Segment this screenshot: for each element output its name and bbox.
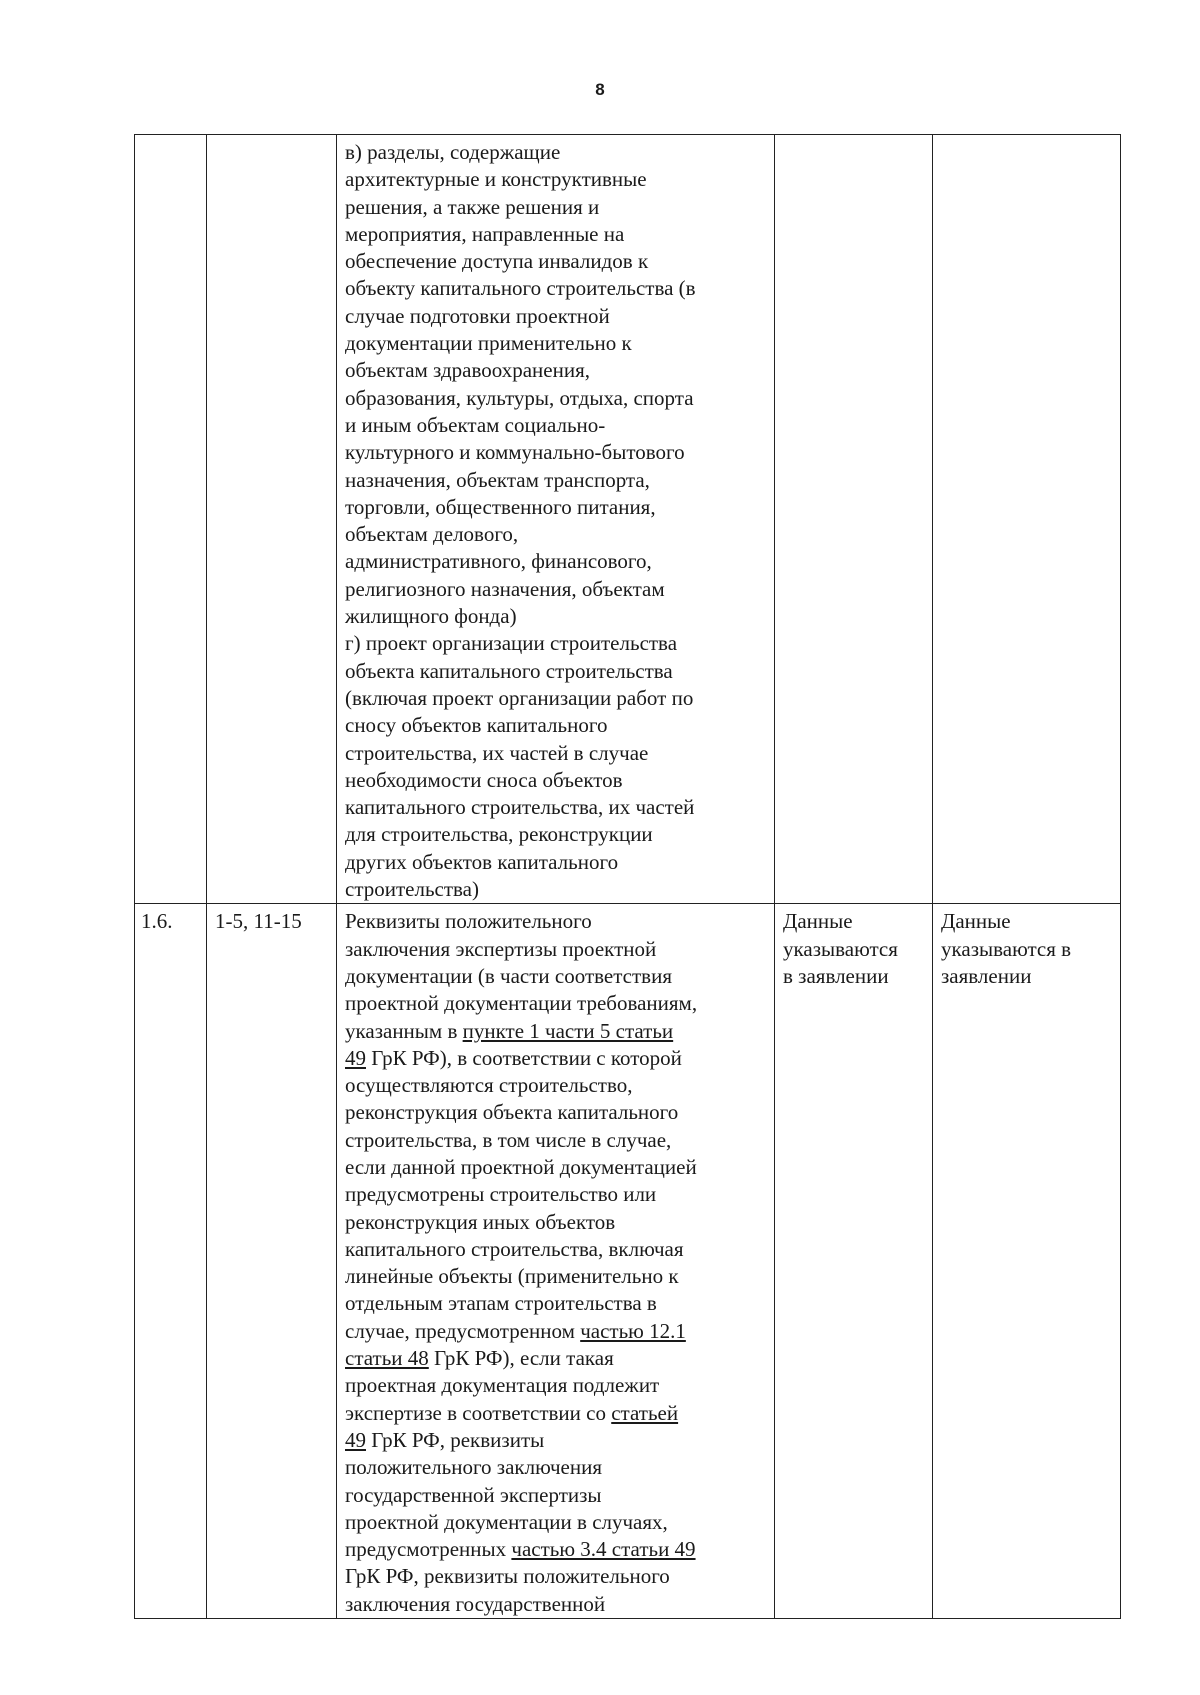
- text-line: жилищного фонда): [345, 604, 517, 629]
- text-line: отдельным этапам строительства в: [345, 1291, 657, 1316]
- reference-link[interactable]: частью 3.4 статьи 49: [511, 1537, 696, 1562]
- text-line: сносу объектов капитального: [345, 713, 608, 738]
- row-number-cell: 1.6.: [135, 904, 207, 1619]
- text-line: архитектурные и конструктивные: [345, 167, 647, 192]
- text-line: объекту капитального строительства (в: [345, 276, 696, 301]
- text-line: заявлении: [941, 963, 1032, 988]
- text-line: документации (в части соответствия: [345, 963, 672, 988]
- text-line: указываются в: [941, 936, 1072, 961]
- text-line: проектная документация подлежит: [345, 1373, 660, 1398]
- text-line: случае, предусмотренном частью 12.1: [345, 1318, 686, 1343]
- page-number: 8: [595, 80, 605, 99]
- items-cell: [207, 135, 337, 904]
- text-line: административного, финансового,: [345, 549, 652, 574]
- text-line: г) проект организации строительства: [345, 631, 678, 656]
- text-line: для строительства, реконструкции: [345, 822, 653, 847]
- text-line: 49 ГрК РФ, реквизиты: [345, 1427, 545, 1452]
- text-line: реконструкция иных объектов: [345, 1209, 616, 1234]
- text-line: в) разделы, содержащие: [345, 140, 561, 164]
- reference-link[interactable]: частью 12.1: [580, 1318, 686, 1343]
- reference-link[interactable]: статьи 48: [345, 1346, 429, 1371]
- text-line: объекта капитального строительства: [345, 658, 673, 683]
- text-line: статьи 48 ГрК РФ), если такая: [345, 1346, 614, 1371]
- text-cell: [337, 135, 775, 904]
- reference-link[interactable]: статьей: [611, 1400, 679, 1425]
- text-line: проектной документации требованиям,: [345, 991, 698, 1016]
- text-line: указываются: [783, 936, 898, 961]
- text-line: предусмотренных частью 3.4 статьи 49: [345, 1537, 696, 1562]
- text-line: указанным в пункте 1 части 5 статьи: [345, 1018, 674, 1043]
- text-line: торговли, общественного питания,: [345, 494, 656, 519]
- row-number-cell: [135, 135, 207, 904]
- text-line: линейные объекты (применительно к: [345, 1264, 679, 1289]
- text-line: государственной экспертизы: [345, 1482, 602, 1507]
- text-line: строительства, их частей в случае: [345, 740, 649, 765]
- text-line: религиозного назначения, объектам: [345, 576, 665, 601]
- col4-cell: [775, 135, 933, 904]
- text-line: документации применительно к: [345, 331, 632, 356]
- text-lines: [345, 139, 766, 903]
- text-line: капитального строительства, включая: [345, 1236, 684, 1261]
- text-line: осуществляются строительство,: [345, 1073, 633, 1098]
- requirements-table: [134, 134, 1121, 1619]
- text-line: строительства, в том числе в случае,: [345, 1127, 672, 1152]
- text-line: положительного заключения: [345, 1455, 603, 1480]
- text-line: предусмотрены строительство или: [345, 1182, 657, 1207]
- text-line: проектной документации в случаях,: [345, 1509, 668, 1534]
- reference-link[interactable]: 49: [345, 1427, 366, 1452]
- text-line: случае подготовки проектной: [345, 303, 610, 328]
- text-line: (включая проект организации работ по: [345, 685, 694, 710]
- text-line: и иным объектам социально-: [345, 412, 606, 437]
- text-line: если данной проектной документацией: [345, 1154, 697, 1179]
- text-cell: [337, 904, 775, 1619]
- text-line: других объектов капитального: [345, 849, 619, 874]
- text-line: необходимости сноса объектов: [345, 767, 623, 792]
- col5-cell: [933, 904, 1121, 1619]
- text-line: Данные: [941, 909, 1011, 934]
- col5-lines: [941, 908, 1112, 990]
- text-line: экспертизе в соответствии со статьей: [345, 1400, 679, 1425]
- col4-lines: [783, 908, 924, 990]
- text-line: объектам делового,: [345, 522, 519, 547]
- text-lines: [345, 908, 766, 1618]
- text-line: назначения, объектам транспорта,: [345, 467, 650, 492]
- text-line: в заявлении: [783, 963, 889, 988]
- text-line: Данные: [783, 909, 853, 934]
- text-line: капитального строительства, их частей: [345, 795, 695, 820]
- text-line: культурного и коммунально-бытового: [345, 440, 685, 465]
- table-row: [135, 904, 1121, 1619]
- items-cell: 1-5, 11-15: [207, 904, 337, 1619]
- text-line: обеспечение доступа инвалидов к: [345, 249, 649, 274]
- text-line: ГрК РФ, реквизиты положительного: [345, 1564, 670, 1589]
- text-line: заключения государственной: [345, 1591, 606, 1616]
- text-line: решения, а также решения и: [345, 194, 600, 219]
- text-line: строительства): [345, 877, 479, 902]
- text-line: реконструкция объекта капитального: [345, 1100, 679, 1125]
- text-line: объектам здравоохранения,: [345, 358, 590, 383]
- text-line: образования, культуры, отдыха, спорта: [345, 385, 694, 410]
- table-row: [135, 135, 1121, 904]
- text-line: Реквизиты положительного: [345, 909, 592, 934]
- text-line: 49 ГрК РФ), в соответствии с которой: [345, 1045, 682, 1070]
- text-line: мероприятия, направленные на: [345, 221, 625, 246]
- text-line: заключения экспертизы проектной: [345, 936, 657, 961]
- reference-link[interactable]: пункте 1 части 5 статьи: [462, 1018, 674, 1043]
- reference-link[interactable]: 49: [345, 1045, 366, 1070]
- col4-cell: [775, 904, 933, 1619]
- col5-cell: [933, 135, 1121, 904]
